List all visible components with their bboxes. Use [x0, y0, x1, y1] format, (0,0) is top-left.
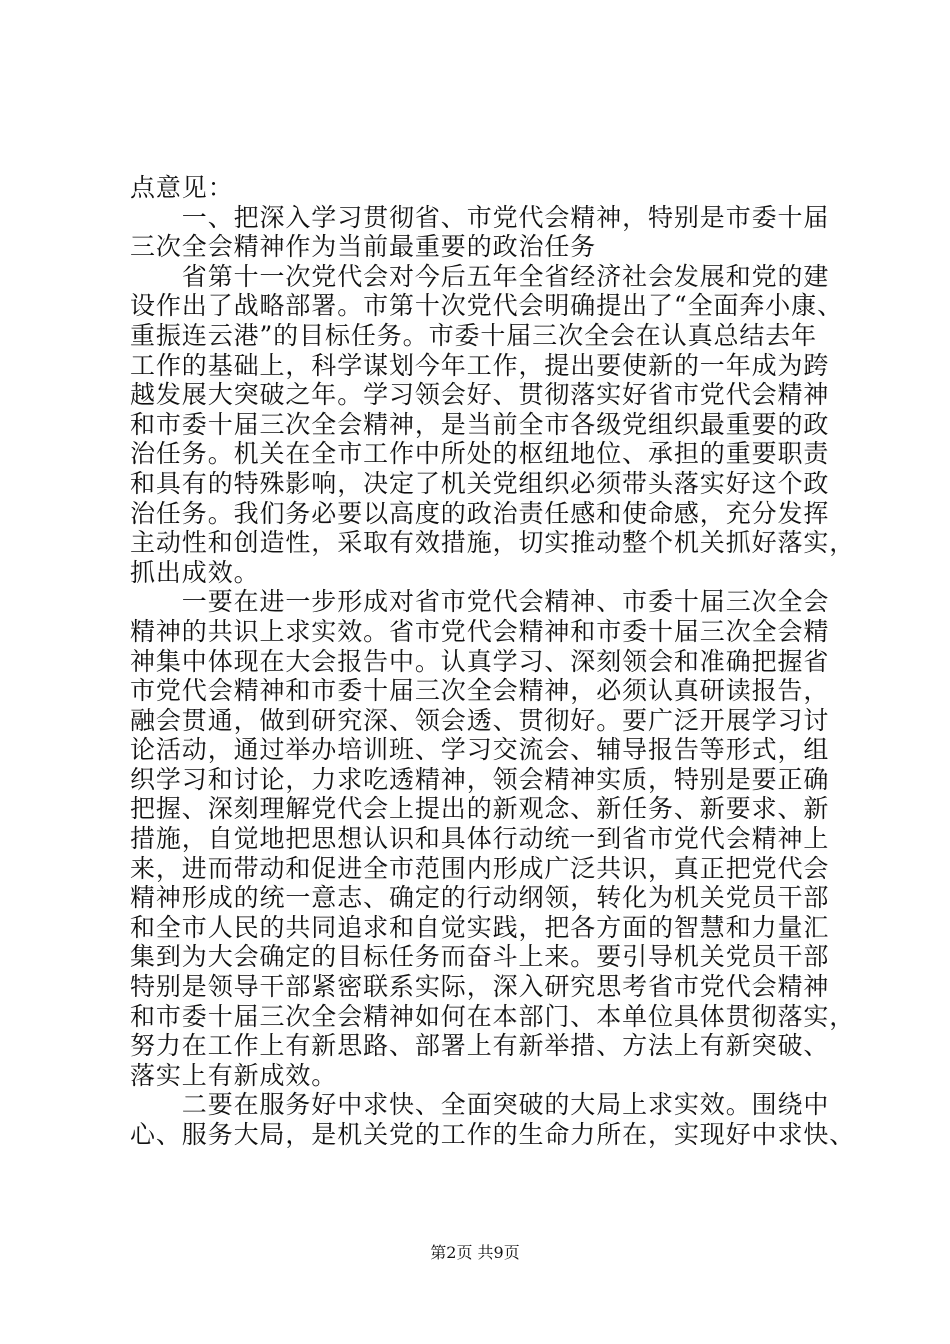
text-line: 精神形成的统一意志、确定的行动纲领，转化为机关党员干部 [130, 883, 830, 913]
text-line: 一要在进一步形成对省市党代会精神、市委十届三次全会 [130, 587, 830, 617]
text-line: 三次全会精神作为当前最重要的政治任务 [130, 232, 597, 262]
text-line: 越发展大突破之年。学习领会好、贯彻落实好省市党代会精神 [130, 380, 830, 410]
text-line: 织学习和讨论，力求吃透精神，领会精神实质，特别是要正确 [130, 764, 830, 794]
text-line: 努力在工作上有新思路、部署上有新举措、方法上有新突破、 [130, 1031, 830, 1061]
text-line: 和市委十届三次全会精神如何在本部门、本单位具体贯彻落实， [130, 1001, 856, 1031]
text-line: 一、把深入学习贯彻省、市党代会精神，特别是市委十届 [130, 202, 830, 232]
text-line: 点意见： [130, 173, 234, 202]
text-line: 神集中体现在大会报告中。认真学习、深刻领会和准确把握省 [130, 646, 830, 676]
text-line: 和具有的特殊影响，决定了机关党组织必须带头落实好这个政 [130, 468, 830, 498]
text-line: 精神的共识上求实效。省市党代会精神和市委十届三次全会精 [130, 616, 830, 646]
text-line: 措施，自觉地把思想认识和具体行动统一到省市党代会精神上 [130, 824, 830, 854]
text-line: 来，进而带动和促进全市范围内形成广泛共识，真正把党代会 [130, 853, 830, 883]
text-line: 治任务。我们务必要以高度的政治责任感和使命感，充分发挥 [130, 498, 830, 528]
text-line: 重振连云港”的目标任务。市委十届三次全会在认真总结去年 [130, 320, 818, 350]
text-line: 设作出了战略部署。市第十次党代会明确提出了“全面奔小康、 [130, 291, 843, 321]
text-line: 市党代会精神和市委十届三次全会精神，必须认真研读报告， [130, 676, 830, 706]
text-line: 省第十一次党代会对今后五年全省经济社会发展和党的建 [130, 261, 830, 291]
text-line: 和全市人民的共同追求和自觉实践，把各方面的智慧和力量汇 [130, 912, 830, 942]
text-line: 特别是领导干部紧密联系实际，深入研究思考省市党代会精神 [130, 972, 830, 1002]
text-line: 二要在服务好中求快、全面突破的大局上求实效。围绕中 [130, 1090, 830, 1120]
page-number-footer: 第2页 共9页 [430, 1243, 520, 1262]
text-line: 融会贯通，做到研究深、领会透、贯彻好。要广泛开展学习讨 [130, 705, 830, 735]
document-body [130, 173, 856, 1150]
text-line: 集到为大会确定的目标任务而奋斗上来。要引导机关党员干部 [130, 942, 830, 972]
text-line: 论活动，通过举办培训班、学习交流会、辅导报告等形式，组 [130, 735, 830, 765]
text-line: 治任务。机关在全市工作中所处的枢纽地位、承担的重要职责 [130, 439, 830, 469]
text-line: 和市委十届三次全会精神，是当前全市各级党组织最重要的政 [130, 409, 830, 439]
text-line: 把握、深刻理解党代会上提出的新观念、新任务、新要求、新 [130, 794, 830, 824]
text-line: 落实上有新成效。 [130, 1060, 338, 1090]
text-line: 抓出成效。 [130, 557, 260, 587]
text-line: 心、服务大局，是机关党的工作的生命力所在，实现好中求快、 [130, 1120, 856, 1149]
text-line: 工作的基础上，科学谋划今年工作，提出要使新的一年成为跨 [130, 350, 830, 380]
text-line: 主动性和创造性，采取有效措施，切实推动整个机关抓好落实， [130, 528, 856, 558]
